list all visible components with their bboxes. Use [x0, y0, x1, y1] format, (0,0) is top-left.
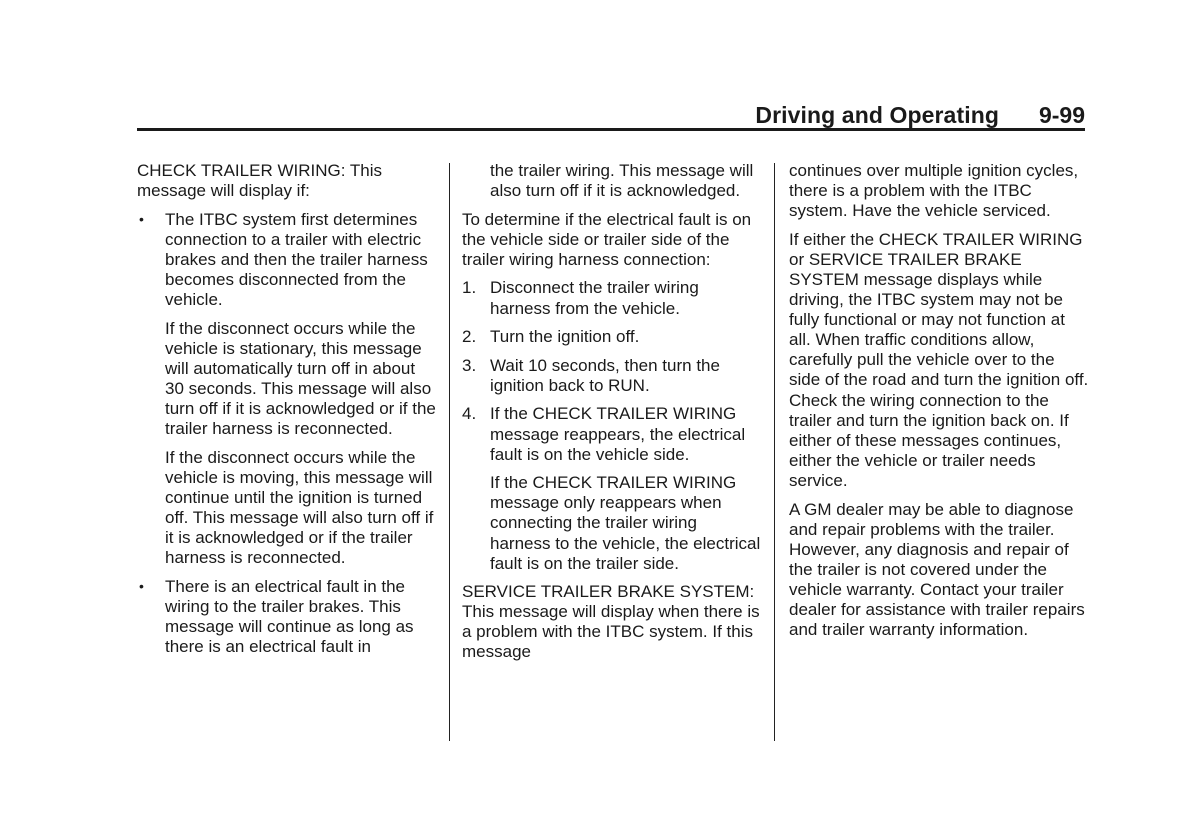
paragraph: If the disconnect occurs while the vehicle is moving, this message will continue until the ignition is turned off. This message will also turn off if it is acknowledged or if the trailer harness is reconnected. — [165, 447, 434, 568]
paragraph: A GM dealer may be able to diagnose and repair problems with the trailer. However, any diagnosis and repair of the trailer is not covered under the vehicle warranty. Contact your trailer dealer for assistance with trailer repairs and trailer warranty information. — [789, 499, 1085, 640]
column-divider — [449, 163, 450, 741]
page-number: 9-99 — [1038, 102, 1085, 128]
paragraph: continues over multiple ignition cycles, there is a problem with the ITBC system. Have the vehicle serviced. — [789, 161, 1079, 221]
column-1 — [137, 161, 437, 666]
list-item — [462, 278, 762, 318]
column-divider — [774, 163, 775, 741]
section-title: Driving and Operating — [755, 102, 999, 128]
bullet-text: The ITBC system first determines connection to a trailer with electric brakes and then the trailer harness becomes disconnected from the vehicle. — [165, 209, 428, 310]
step-text: Wait 10 seconds, then turn the ignition back to RUN. — [490, 355, 720, 395]
page-header — [137, 100, 1085, 130]
bullet-item — [137, 210, 437, 310]
bullet-icon: • — [139, 577, 144, 594]
header-rule — [137, 128, 1085, 131]
step-number: 4. — [462, 404, 477, 424]
step-number: 1. — [462, 278, 477, 298]
paragraph: To determine if the electrical fault is on the vehicle side or trailer side of the trailer wiring harness connection: — [462, 209, 752, 269]
step-number: 3. — [462, 355, 477, 375]
step-text: Turn the ignition off. — [490, 327, 640, 347]
bullet-text: There is an electrical fault in the wiring to the trailer brakes. This message will continue as long as there is an electrical fault in — [165, 576, 414, 657]
paragraph: SERVICE TRAILER BRAKE SYSTEM: This message will display when there is a problem with the ITBC system. If this message — [462, 582, 760, 662]
column-2 — [462, 161, 762, 671]
bullet-item — [137, 577, 437, 657]
column-3 — [789, 161, 1089, 649]
step-text: If the CHECK TRAILER WIRING message reappears, the electrical fault is on the vehicle side. — [490, 404, 746, 464]
paragraph: CHECK TRAILER WIRING: This message will display if: — [137, 161, 382, 201]
step-number: 2. — [462, 327, 477, 347]
step-text: Disconnect the trailer wiring harness from the vehicle. — [490, 278, 699, 318]
paragraph: the trailer wiring. This message will also turn off if it is acknowledged. — [490, 161, 754, 201]
paragraph: If the CHECK TRAILER WIRING message only reappears when connecting the trailer wiring harness to the vehicle, the electrical fault is on the trailer side. — [490, 473, 761, 573]
paragraph: If the disconnect occurs while the vehicle is stationary, this message will automatically turn off in about 30 seconds. This message will also turn off if it is acknowledged or if the trailer harness is reconnected. — [165, 318, 436, 439]
list-item — [462, 356, 762, 396]
list-item — [462, 404, 762, 464]
list-item — [462, 327, 762, 347]
paragraph: If either the CHECK TRAILER WIRING or SERVICE TRAILER BRAKE SYSTEM message displays while driving, the ITBC system may not be fully functional or may not function at all. When traffic conditions allow, carefully pull the vehicle over to the side of the road and turn the ignition off. Check the wiring connection to the trailer and turn the ignition back on. If either of these messages continues, either the vehicle or trailer needs service. — [789, 229, 1089, 490]
bullet-icon: • — [139, 210, 144, 227]
